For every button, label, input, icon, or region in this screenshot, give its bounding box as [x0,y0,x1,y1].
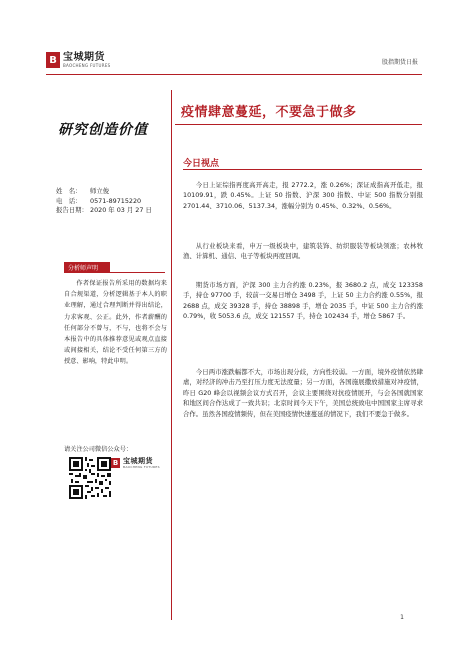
section-divider [183,169,422,170]
report-title: 疫情肆意蔓延，不要急于做多 [181,105,357,120]
report-type: 股指期货日报 [381,59,418,66]
analyst-key: 姓 名： [56,187,82,195]
logo-mark: B [46,52,60,68]
analyst-value: 师立俊 [90,187,110,195]
analyst-value: 2020 年 03 月 27 日 [90,206,152,215]
company-logo [46,49,111,71]
analyst-row [56,206,152,216]
column-divider [171,90,172,620]
body-paragraph: 今日上证综指再度高开高走，报 2772.2，涨 0.26%；深证成指高开低走，报 10109.91，跌 0.45%。上证 50 指数、沪深 300 指数、中证 500 指数分别报 2701.44、3710.06、5137.34，涨幅分别为 0.45%、0.32%、0.56%。 [183,181,423,210]
logo-mark: B [112,459,119,467]
analyst-info [56,187,152,216]
analyst-value: 0571-89715220 [90,196,142,205]
logo-name-en: BAOCHENG FUTURES [123,464,160,469]
wechat-qr-code [69,457,111,499]
logo-name-cn: 宝城期货 [123,456,153,465]
analyst-statement-badge: 分析师声明 [64,262,110,272]
slogan: 研究创造价值 [58,122,148,138]
wechat-prompt: 请关注公司微信公众号： [64,446,133,453]
qr-company-logo [111,452,160,474]
analyst-key: 报告日期： [56,206,88,215]
logo-name-en: BAOCHENG FUTURES [63,62,111,68]
page-number: 1 [400,614,404,621]
logo-text [63,53,111,68]
logo-name-cn: 宝城期货 [63,51,105,63]
body-paragraph: 期货市场方面，沪深 300 主力合约涨 0.23%，报 3680.2 点，成交 123358 手，持仓 97700 手，较前一交易日增仓 3498 手，上证 50 主力合约涨 0.55%，报 2688 点，成交 39328 手，持仓 38898 手，增仓 2035 手，中证 500 主力合约涨 0.79%，收 5053.6 点，成交 121557 手，持仓 102434 手，增仓 5867 手。 [183,281,423,321]
section-title: 今日视点 [183,159,220,169]
analyst-row [56,187,152,197]
body-paragraph: 从行业板块来看，申万一级板块中，建筑装饰、纺织服装等板块领涨；农林牧渔、计算机、通信、电子等板块再度回调。 [183,242,423,261]
analyst-statement-text: 作者保证报告所采用的数据均来自合规渠道，分析逻辑基于本人的职业理解，通过合理判断并得出结论，力求客观、公正。此外，作者薪酬的任何部分不曾与，不与，也将不会与本报告中的具体推荐意见或观点直接或间接相关，结论不受任何第三方的授意、影响，特此申明。 [64,280,167,366]
title-divider [175,124,422,125]
analyst-key: 电 话： [56,196,82,205]
body-paragraph: 今日两市涨跌幅都不大，市场出现分歧，方向性较弱。一方面，境外疫情依然肆虐，对经济的冲击乃至打压力度无法度量；另一方面，各国施展撒放措施对冲疫情，昨日 G20 峰会以视频会议方式召开，会议主要围绕对抗疫情展开，与会各国就国家和地区间合作达成了一致共识；北京时间今天下午，美国总统致电中国国家主席寻求合作。虽然各国疫情频传，但在美国疫情快速蔓延的情况下，我们不要急于做多。 [183,368,423,418]
logo-text [123,458,160,469]
analyst-row [56,197,152,207]
header-divider [46,74,422,75]
badge-divider [64,272,165,273]
